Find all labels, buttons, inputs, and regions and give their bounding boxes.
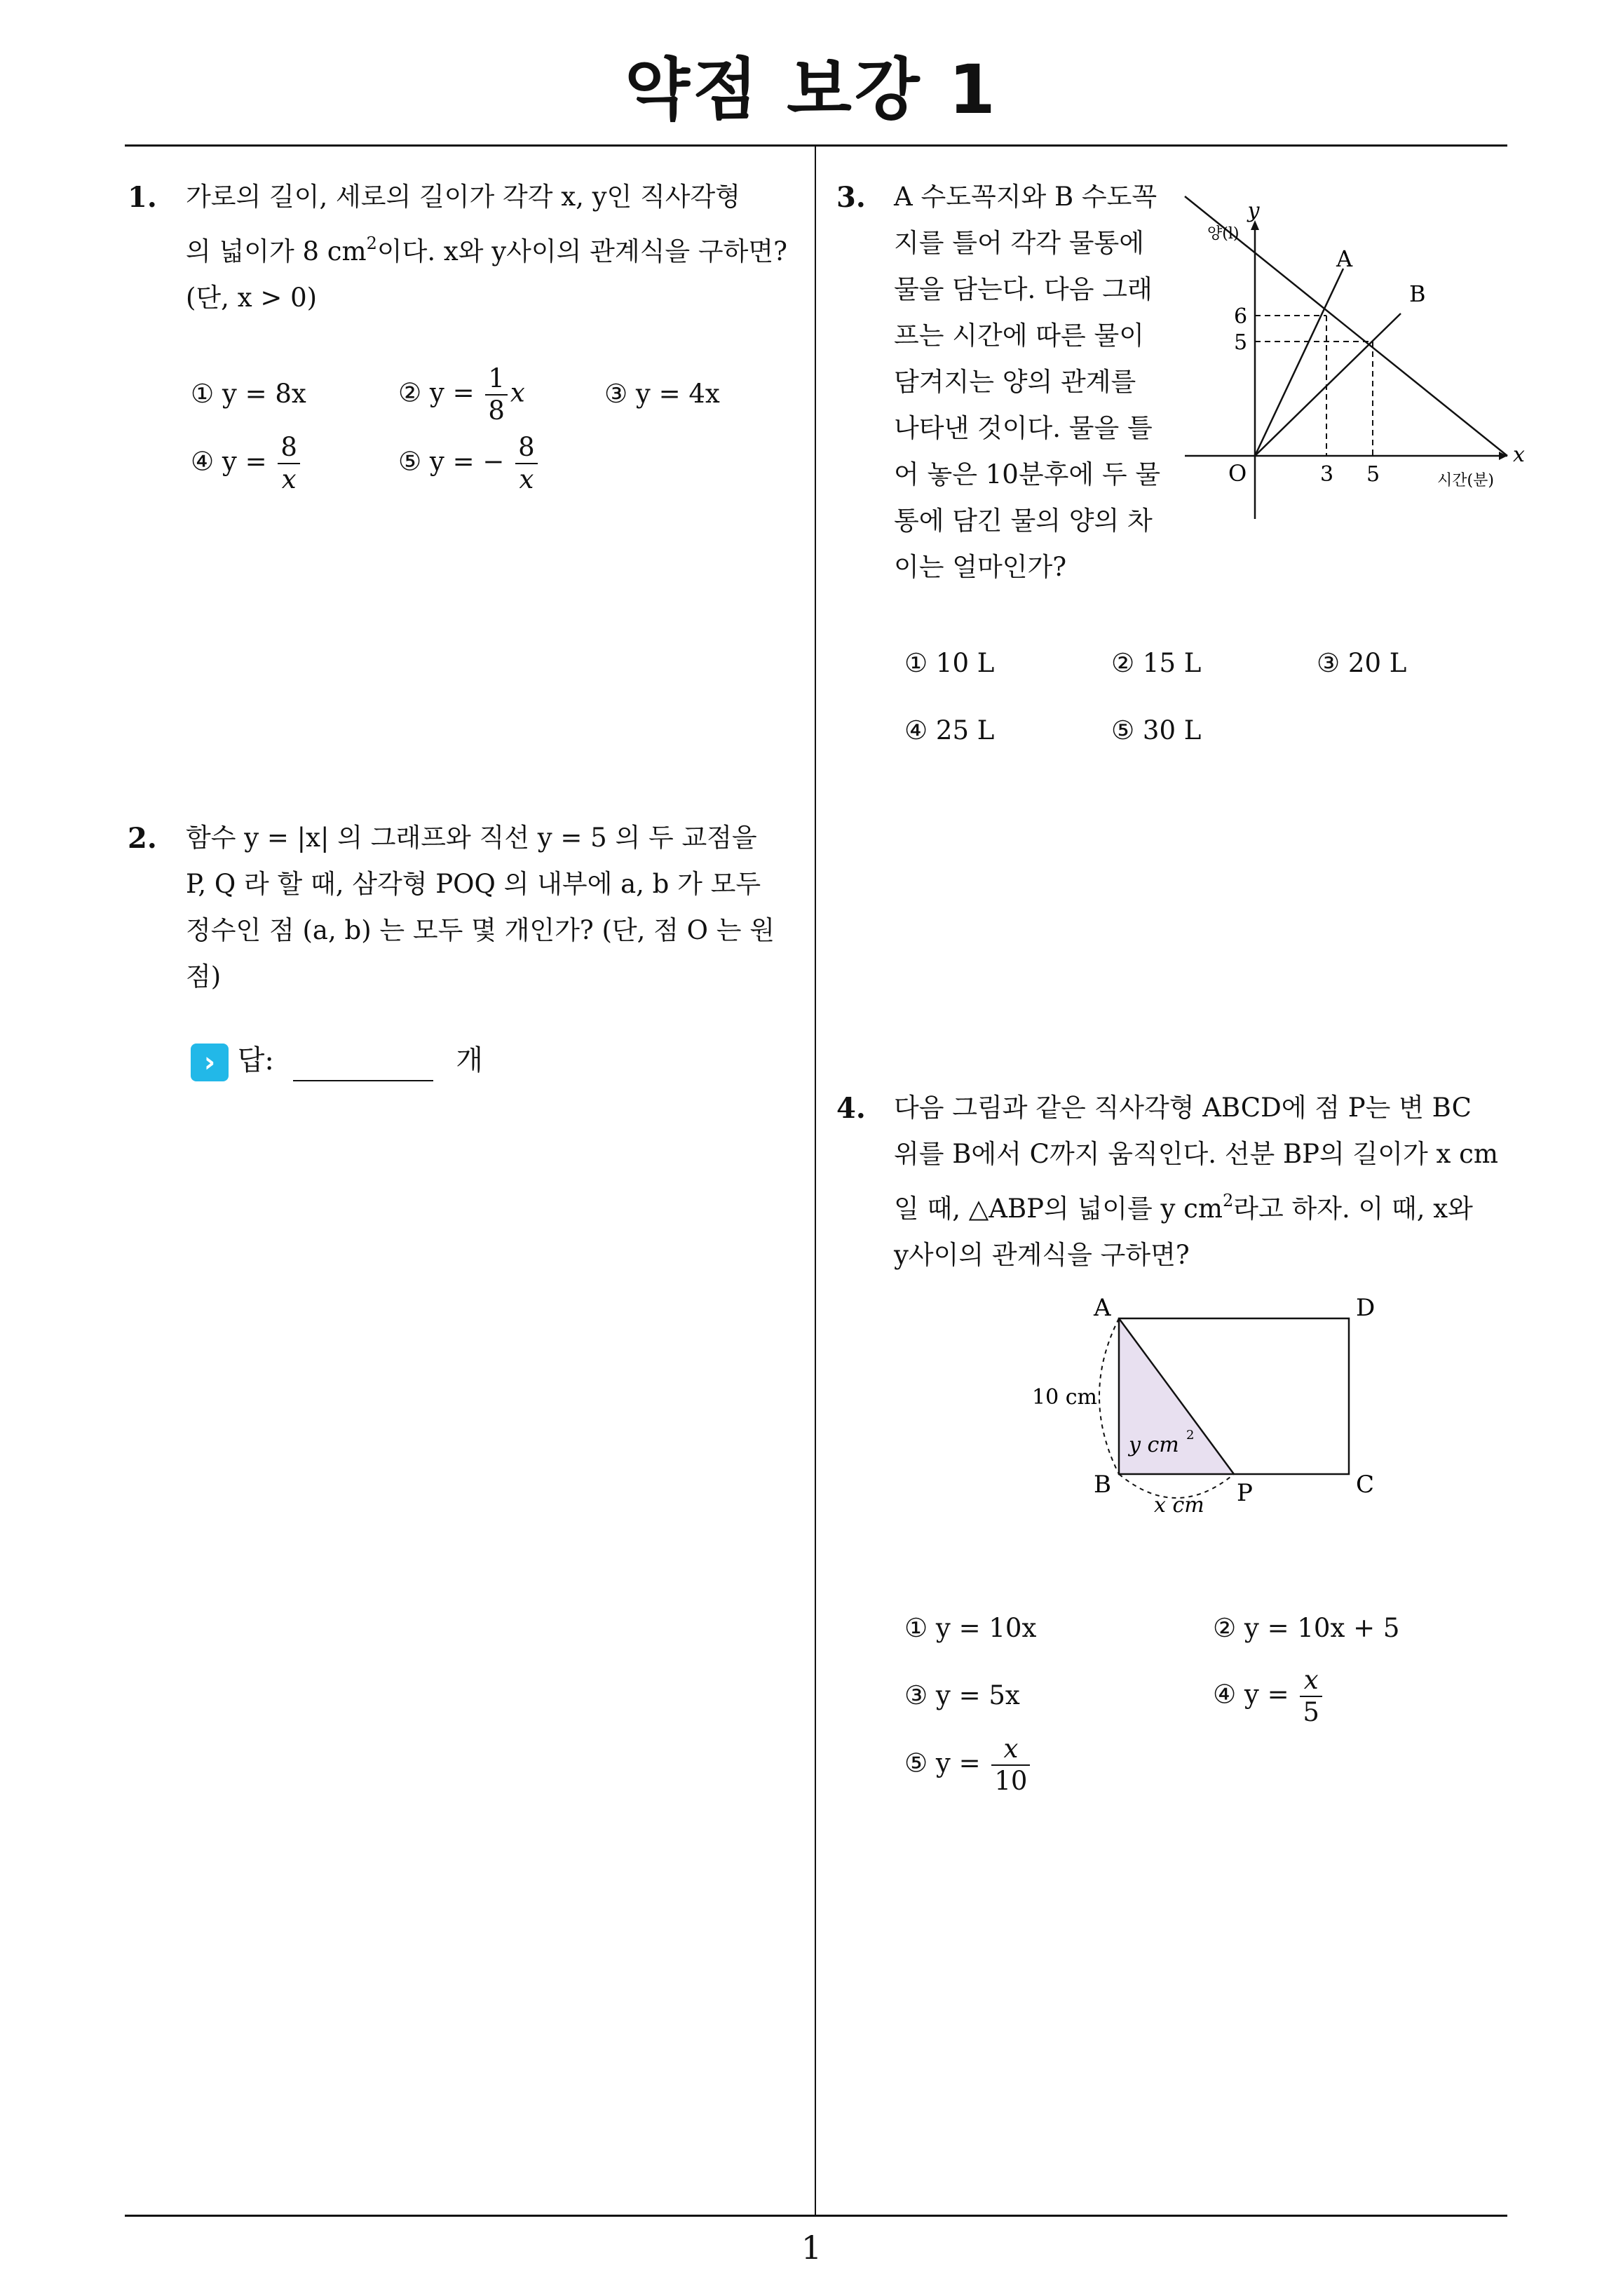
bottom-rule [125,2215,1507,2217]
q3-line: 나타낸 것이다. 물을 틀 [894,413,1153,443]
q3-graph [1178,196,1525,533]
q2-text [186,815,803,1000]
line-b-label: B [1409,281,1426,307]
fraction: $\frac{1}{8}$ [485,363,508,426]
origin-label: O [1228,460,1247,487]
fraction: $\frac{x}{5}$ [1300,1665,1322,1728]
q1-choice-2[interactable]: ② y = $\frac{1}{8}$ x [398,363,525,426]
q3-text [894,174,1174,590]
y-unit-label: 양(l) [1207,225,1240,243]
q3-line: 프는 시간에 따른 물이 [894,320,1144,351]
q3-line: 지를 틀어 각각 물통에 [894,228,1144,258]
q4-choice-5[interactable]: ⑤ y = $\frac{x}{10}$ [904,1734,1033,1797]
q4-choice-3[interactable]: ③ y = 5x [904,1680,1020,1710]
area-label-sup: 2 [1186,1428,1195,1443]
tick-y5: 5 [1234,330,1248,355]
tick-y6: 6 [1234,304,1248,329]
vertex-b: B [1094,1471,1111,1499]
answer-unit: 개 [456,1044,483,1076]
q1-line3: (단, x > 0) [186,283,318,313]
vertex-d: D [1356,1294,1376,1322]
q3-line: 담겨지는 양의 관계를 [894,367,1136,397]
vertex-c: C [1356,1471,1375,1499]
q3-choice-1[interactable]: ① 10 L [904,648,995,678]
side-ab-label: 10 cm [1032,1385,1097,1410]
q1-line2: 의 넓이가 8 $cm^2$이다. x와 y사이의 관계식을 구하면? [186,234,787,266]
q4-choice-4[interactable]: ④ y = $\frac{x}{5}$ [1213,1665,1325,1728]
q2-number: 2. [128,822,157,855]
bp-label: x cm [1154,1493,1204,1518]
q3-line: 어 놓은 10분후에 두 물 [894,459,1161,489]
q4-choice-2[interactable]: ② y = 10x + 5 [1213,1613,1400,1643]
q4-choice-1[interactable]: ① y = 10x [904,1613,1037,1643]
x-unit-label: 시간(분) [1437,472,1494,489]
column-divider [815,145,816,2215]
q1-choice-5[interactable]: ⑤ y = − $\frac{8}{x}$ [398,432,541,495]
q2-line2: P, Q 라 할 때, 삼각형 POQ 의 내부에 a, b 가 모두 [186,869,761,899]
q3-choice-5[interactable]: ⑤ 30 L [1111,715,1202,745]
page-number: 1 [801,2229,822,2267]
y-axis-label: y [1247,198,1260,223]
q3-choice-4[interactable]: ④ 25 L [904,715,995,745]
q4-text [894,1085,1511,1278]
vertex-a: A [1094,1294,1111,1322]
q1-choice-3[interactable]: ③ y = 4x [604,379,720,409]
tick-x5: 5 [1366,462,1380,487]
answer-blank[interactable] [293,1052,433,1081]
line-a-label: A [1336,245,1353,272]
tick-x3: 3 [1320,462,1334,487]
fraction: $\frac{8}{x}$ [278,432,300,495]
q3-number: 3. [836,181,866,214]
point-p: P [1237,1479,1253,1507]
x-axis-label: x [1513,443,1525,467]
q4-line1: 다음 그림과 같은 직사각형 ABCD에 점 P는 변 BC [894,1093,1472,1123]
chevron-right-icon: › [191,1044,229,1081]
q2-answer-row [191,1038,483,1081]
q3-line: 이는 얼마인가? [894,552,1067,582]
q3-line: 물을 담는다. 다음 그래 [894,274,1153,304]
q1-number: 1. [128,181,157,214]
line-a [1255,269,1343,456]
q4-number: 4. [836,1092,866,1125]
q2-line1: 함수 y = |x| 의 그래프와 직선 y = 5 의 두 교점을 [186,823,757,853]
q3-line: 통에 담긴 물의 양의 차 [894,506,1153,536]
q1-line1: 가로의 길이, 세로의 길이가 각각 x, y인 직사각형 [186,182,740,212]
top-rule [125,144,1507,147]
fraction: $\frac{x}{10}$ [991,1734,1030,1797]
answer-label: 답: [237,1044,274,1076]
q4-figure [1017,1290,1395,1529]
q1-text [186,174,803,321]
q1-choice-4[interactable]: ④ y = $\frac{8}{x}$ [191,432,303,495]
q1-choice-1[interactable]: ① y = 8x [191,379,306,409]
page-title: 약점 보강 1 [625,50,998,129]
q2-line3: 정수인 점 (a, b) 는 모두 몇 개인가? (단, 점 O 는 원 [186,915,775,945]
fraction: $\frac{8}{x}$ [515,432,538,495]
line-b [1255,313,1401,456]
q3-choice-2[interactable]: ② 15 L [1111,648,1202,678]
area-label: y cm [1129,1433,1179,1457]
q4-line3: 일 때, △ABP의 넓이를 y $cm^2$라고 하자. 이 때, x와 [894,1191,1473,1224]
q3-choice-3[interactable]: ③ 20 L [1317,648,1407,678]
q3-line: A 수도꼭지와 B 수도꼭 [894,182,1157,212]
brace-ab [1099,1318,1119,1474]
q4-line4: y사이의 관계식을 구하면? [894,1240,1190,1270]
q2-line4: 점) [186,961,222,992]
q4-line2: 위를 B에서 C까지 움직인다. 선분 BP의 길이가 x cm [894,1139,1498,1169]
